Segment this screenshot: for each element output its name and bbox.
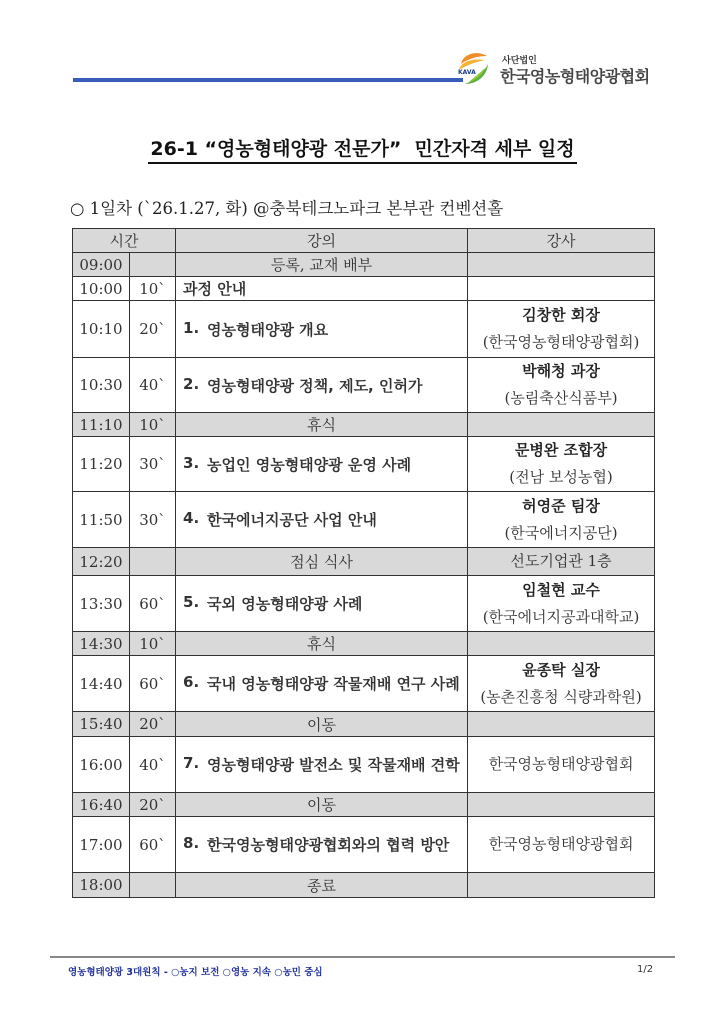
time-cell: 10:30 — [73, 358, 130, 413]
lecture-number: 1. — [183, 318, 200, 337]
table-row — [73, 817, 655, 873]
header-rule — [73, 78, 463, 82]
duration-cell: 60` — [130, 817, 176, 873]
lecture-title: 영농형태양광 개요 — [207, 320, 329, 339]
instructor-cell — [468, 817, 655, 873]
instructor-name: 문병완 조합장 — [514, 441, 608, 459]
column-header-lecture: 강의 — [176, 229, 468, 253]
instructor-cell — [468, 301, 655, 358]
instructor-cell — [468, 656, 655, 712]
column-header-time: 시간 — [73, 229, 176, 253]
org-type-label: 사단법인 — [502, 56, 537, 66]
instructor-org: (농촌진흥청 식량과학원) — [480, 687, 642, 706]
instructor-cell — [468, 793, 655, 817]
lecture-cell — [176, 277, 468, 301]
table-row — [73, 413, 655, 437]
schedule-table — [72, 228, 655, 898]
page-number: 1/2 — [637, 964, 654, 975]
time-cell: 10:10 — [73, 301, 130, 358]
lecture-cell: 휴식 — [176, 632, 468, 656]
lecture-title: 농업인 영농형태양광 운영 사례 — [207, 455, 412, 474]
instructor-cell — [468, 413, 655, 437]
duration-cell: 30` — [130, 492, 176, 548]
lecture-cell: 점심 식사 — [176, 548, 468, 576]
table-row — [73, 492, 655, 548]
time-cell: 11:10 — [73, 413, 130, 437]
table-row — [73, 712, 655, 737]
instructor-org: (농림축산식품부) — [504, 389, 618, 407]
lecture-cell: 이동 — [176, 712, 468, 737]
lecture-title: 영농형태양광 정책, 제도, 인허가 — [207, 376, 423, 395]
lecture-number: 5. — [183, 593, 200, 611]
column-header-instructor: 강사 — [468, 229, 655, 253]
instructor-org: 한국영농형태양광협회 — [488, 755, 634, 773]
table-row — [73, 873, 655, 898]
lecture-cell: 등록, 교재 배부 — [176, 253, 468, 277]
lecture-cell — [176, 817, 468, 873]
instructor-org: 한국영농형태양광협회 — [488, 835, 634, 853]
duration-cell: 20` — [130, 301, 176, 358]
duration-cell: 10` — [130, 413, 176, 437]
instructor-cell — [468, 548, 655, 576]
table-row — [73, 437, 655, 492]
kava-logo-icon — [455, 50, 491, 86]
duration-cell: 10` — [130, 632, 176, 656]
table-row — [73, 632, 655, 656]
duration-cell: 60` — [130, 576, 176, 632]
time-cell: 16:00 — [73, 737, 130, 793]
duration-cell: 20` — [130, 793, 176, 817]
instructor-cell — [468, 492, 655, 548]
instructor-name: 윤종탁 실장 — [522, 660, 600, 679]
page-title: 26-1 “영농형태양광 전문가” 민간자격 세부 일정 — [0, 134, 725, 161]
instructor-org: (한국에너지공과대학교) — [482, 607, 640, 626]
lecture-number: 8. — [183, 834, 200, 852]
time-cell: 15:40 — [73, 712, 130, 737]
lecture-cell: 종료 — [176, 873, 468, 898]
instructor-cell — [468, 576, 655, 632]
lecture-cell — [176, 492, 468, 548]
lecture-number: 2. — [183, 374, 200, 393]
instructor-org: (한국에너지공단) — [504, 523, 618, 542]
duration-cell — [130, 873, 176, 898]
instructor-cell — [468, 632, 655, 656]
instructor-cell — [468, 253, 655, 277]
instructor-name: 박해청 과장 — [522, 362, 600, 380]
duration-cell: 60` — [130, 656, 176, 712]
lecture-title: 과정 안내 — [183, 280, 247, 298]
time-cell: 16:40 — [73, 793, 130, 817]
time-cell: 18:00 — [73, 873, 130, 898]
table-row — [73, 548, 655, 576]
duration-cell: 40` — [130, 737, 176, 793]
instructor-org: (전남 보성농협) — [509, 468, 613, 486]
org-name: 한국영농형태양광협회 — [500, 67, 650, 86]
time-cell: 10:00 — [73, 277, 130, 301]
time-cell: 14:30 — [73, 632, 130, 656]
time-cell: 09:00 — [73, 253, 130, 277]
day-heading: ○ 1일차 (`26.1.27, 화) @충북테크노파크 본부관 컨벤션홀 — [70, 199, 504, 218]
duration-cell: 30` — [130, 437, 176, 492]
lecture-title: 국내 영농형태양광 작물재배 연구 사례 — [207, 675, 460, 693]
instructor-cell — [468, 437, 655, 492]
duration-cell — [130, 253, 176, 277]
duration-cell: 20` — [130, 712, 176, 737]
table-row — [73, 737, 655, 793]
instructor-cell — [468, 358, 655, 413]
time-cell: 11:20 — [73, 437, 130, 492]
lecture-cell — [176, 656, 468, 712]
lecture-number: 3. — [183, 453, 200, 472]
table-row — [73, 576, 655, 632]
lecture-number: 6. — [183, 673, 200, 691]
instructor-name: 허영준 팀장 — [522, 496, 600, 515]
circle-bullet-icon: ○ — [70, 199, 85, 218]
instructor-cell — [468, 277, 655, 301]
lecture-cell — [176, 437, 468, 492]
instructor-org: (한국영농형태양광협회) — [482, 333, 640, 351]
svg-text:KAVA: KAVA — [458, 69, 476, 76]
instructor-name: 임철현 교수 — [522, 580, 600, 599]
table-row — [73, 277, 655, 301]
table-row — [73, 301, 655, 358]
lecture-cell — [176, 576, 468, 632]
lecture-cell: 휴식 — [176, 413, 468, 437]
instructor-name: 김창한 회장 — [522, 306, 600, 324]
lecture-cell — [176, 301, 468, 358]
instructor-cell — [468, 712, 655, 737]
time-cell: 17:00 — [73, 817, 130, 873]
time-cell: 13:30 — [73, 576, 130, 632]
lecture-number: 4. — [183, 509, 200, 527]
time-cell: 11:50 — [73, 492, 130, 548]
lecture-cell — [176, 358, 468, 413]
table-row — [73, 793, 655, 817]
time-cell: 14:40 — [73, 656, 130, 712]
instructor-org: 선도기업관 1층 — [510, 552, 612, 570]
lecture-title: 한국에너지공단 사업 안내 — [207, 511, 377, 529]
lecture-title: 국외 영농형태양광 사례 — [207, 595, 363, 613]
lecture-cell: 이동 — [176, 793, 468, 817]
lecture-number: 7. — [183, 754, 200, 772]
duration-cell — [130, 548, 176, 576]
duration-cell: 40` — [130, 358, 176, 413]
lecture-title: 영농형태양광 발전소 및 작물재배 견학 — [207, 756, 460, 774]
table-header-row — [73, 229, 655, 253]
time-cell: 12:20 — [73, 548, 130, 576]
instructor-cell — [468, 737, 655, 793]
instructor-cell — [468, 873, 655, 898]
table-row — [73, 656, 655, 712]
lecture-title: 한국영농형태양광협회와의 협력 방안 — [207, 836, 450, 854]
table-row — [73, 358, 655, 413]
footer-rule — [50, 956, 675, 958]
footer-principles: 영농형태양광 3대원칙 - ○농지 보전 ○영농 지속 ○농민 중심 — [68, 967, 323, 978]
lecture-cell — [176, 737, 468, 793]
duration-cell: 10` — [130, 277, 176, 301]
table-row — [73, 253, 655, 277]
